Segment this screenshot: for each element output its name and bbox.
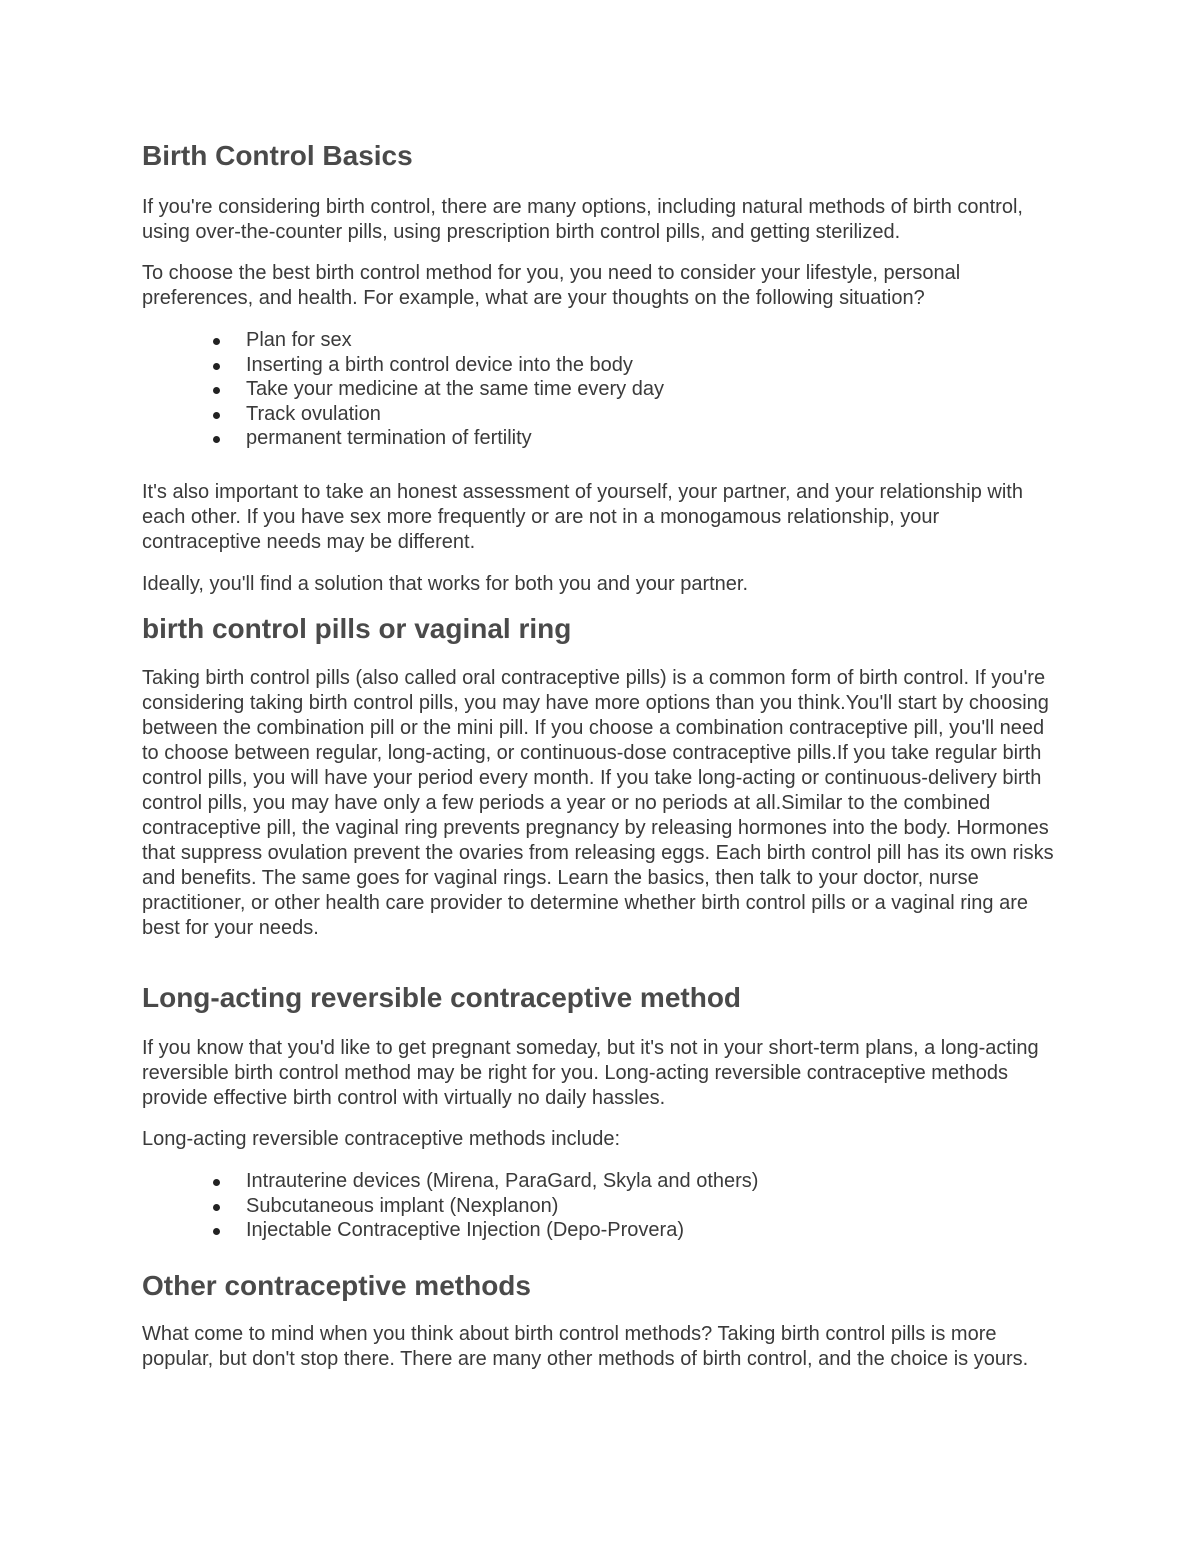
bullet-icon [213, 1179, 220, 1186]
intro-paragraph-3: It's also important to take an honest assessment of yourself, your partner, and your relationship with each other. If you have sex more frequently or are not in a monogamous relationship, your contraceptive needs may be different. [142, 481, 1023, 553]
section-heading-pills: birth control pills or vaginal ring [142, 613, 572, 644]
list-item: Injectable Contraceptive Injection (Depo-Provera) [142, 1218, 1042, 1243]
list-item: Track ovulation [142, 402, 1042, 427]
intro-paragraph-4: Ideally, you'll find a solution that works for both you and your partner. [142, 573, 749, 595]
bullet-icon [213, 338, 220, 345]
pills-paragraph: Taking birth control pills (also called oral contraceptive pills) is a common form of birth control. If you're considering taking birth control pills, you may have more options than you think.You'll start by choosing between the combination pill or the mini pill. If you choose a combination contraceptive pill, you'll need to choose between regular, long-acting, or continuous-dose contraceptive pills.If you take regular birth control pills, you will have your period every month. If you take long-acting or continuous-delivery birth control pills, you may have only a few periods a year or no periods at all.Similar to the combined contraceptive pill, the vaginal ring prevents pregnancy by releasing hormones into the body. Hormones that suppress ovulation prevent the ovaries from releasing eggs. Each birth control pill has its own risks and benefits. The same goes for vaginal rings. Learn the basics, then talk to your doctor, nurse practitioner, or other health care provider to determine whether birth control pills or a vaginal ring are best for your needs. [142, 667, 1054, 939]
section-heading-larc: Long-acting reversible contraceptive method [142, 982, 742, 1013]
section-heading-other: Other contraceptive methods [142, 1270, 531, 1301]
list-item: Intrauterine devices (Mirena, ParaGard, Skyla and others) [142, 1169, 1042, 1194]
intro-paragraph-1: If you're considering birth control, there are many options, including natural methods of birth control, using over-the-counter pills, using prescription birth control pills, and getting sterilized. [142, 196, 1023, 243]
bullet-icon [213, 412, 220, 419]
bullet-icon [213, 1204, 220, 1211]
page-title: Birth Control Basics [142, 140, 413, 171]
list-item: Take your medicine at the same time every day [142, 377, 1042, 402]
other-paragraph: What come to mind when you think about birth control methods? Taking birth control pills is more popular, but don't stop there. There are many other methods of birth control, and the choice is yours. [142, 1323, 1029, 1370]
bullet-icon [213, 387, 220, 394]
bullet-icon [213, 1228, 220, 1235]
larc-paragraph-1: If you know that you'd like to get pregnant someday, but it's not in your short-term plans, a long-acting reversible birth control method may be right for you. Long-acting reversible contraceptive methods provide effective birth control with virtually no daily hassles. [142, 1037, 1039, 1109]
list-item: permanent termination of fertility [142, 426, 1042, 451]
intro-paragraph-2: To choose the best birth control method for you, you need to consider your lifestyle, personal preferences, and health. For example, what are your thoughts on the following situation? [142, 262, 961, 309]
larc-paragraph-2: Long-acting reversible contraceptive methods include: [142, 1128, 621, 1150]
list-item: Subcutaneous implant (Nexplanon) [142, 1194, 1042, 1219]
list-item: Plan for sex [142, 328, 1042, 353]
bullet-icon [213, 363, 220, 370]
larc-methods-list [142, 1169, 1042, 1243]
bullet-icon [213, 436, 220, 443]
situation-list [142, 328, 1042, 451]
list-item: Inserting a birth control device into the body [142, 353, 1042, 378]
